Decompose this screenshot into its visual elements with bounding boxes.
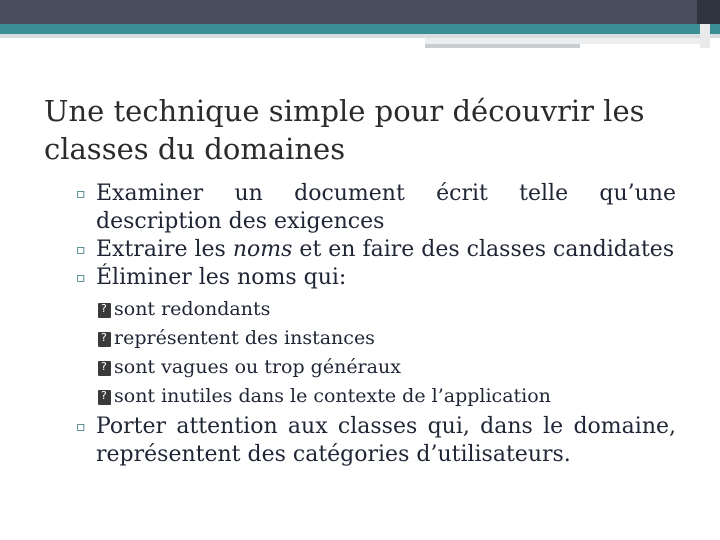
square-bullet-icon: ▫ (76, 242, 86, 258)
sub-list-item (102, 324, 676, 353)
sub-list-item-text: sont vagues ou trop généraux (114, 356, 401, 378)
header-band-dark (0, 0, 697, 24)
list-item-extraire (76, 236, 676, 264)
list-item-examiner (76, 180, 676, 236)
list-item-text: Examiner un document écrit telle qu’une description des exigences (96, 181, 676, 234)
list-item-porter (76, 413, 676, 469)
list-item-text-after: et en faire des classes candidates (292, 237, 675, 262)
sub-list-item-text: sont redondants (114, 298, 271, 320)
list-item-text: Porter attention aux classes qui, dans le domaine, représentent des catégories d’utilisateurs. (96, 414, 676, 467)
sub-list-item (102, 295, 676, 324)
list-item-eliminer (76, 264, 676, 292)
missing-glyph-icon (98, 303, 111, 318)
slide-content (76, 180, 676, 469)
missing-glyph-icon (98, 390, 111, 405)
missing-glyph-icon (98, 332, 111, 347)
header-band-vertical (700, 24, 710, 48)
slide-title: Une technique simple pour découvrir les classes du domaines (44, 94, 645, 166)
sub-list-item-text: représentent des instances (114, 327, 375, 349)
square-bullet-icon: ▫ (76, 270, 86, 286)
sub-list (102, 295, 676, 411)
list-item-emphasis: noms (232, 237, 293, 262)
square-bullet-icon: ▫ (76, 186, 86, 202)
list-item-text: Éliminer les noms qui: (96, 265, 347, 290)
sub-list-item (102, 382, 676, 411)
sub-list-item (102, 353, 676, 382)
missing-glyph-icon (98, 361, 111, 376)
header-band-right (697, 0, 720, 24)
sub-list-item-text: sont inutiles dans le contexte de l’application (114, 385, 551, 407)
list-item-text-before: Extraire les (96, 237, 233, 262)
square-bullet-icon: ▫ (76, 419, 86, 435)
header-band-teal (0, 24, 720, 34)
header-band-gray (425, 44, 580, 48)
